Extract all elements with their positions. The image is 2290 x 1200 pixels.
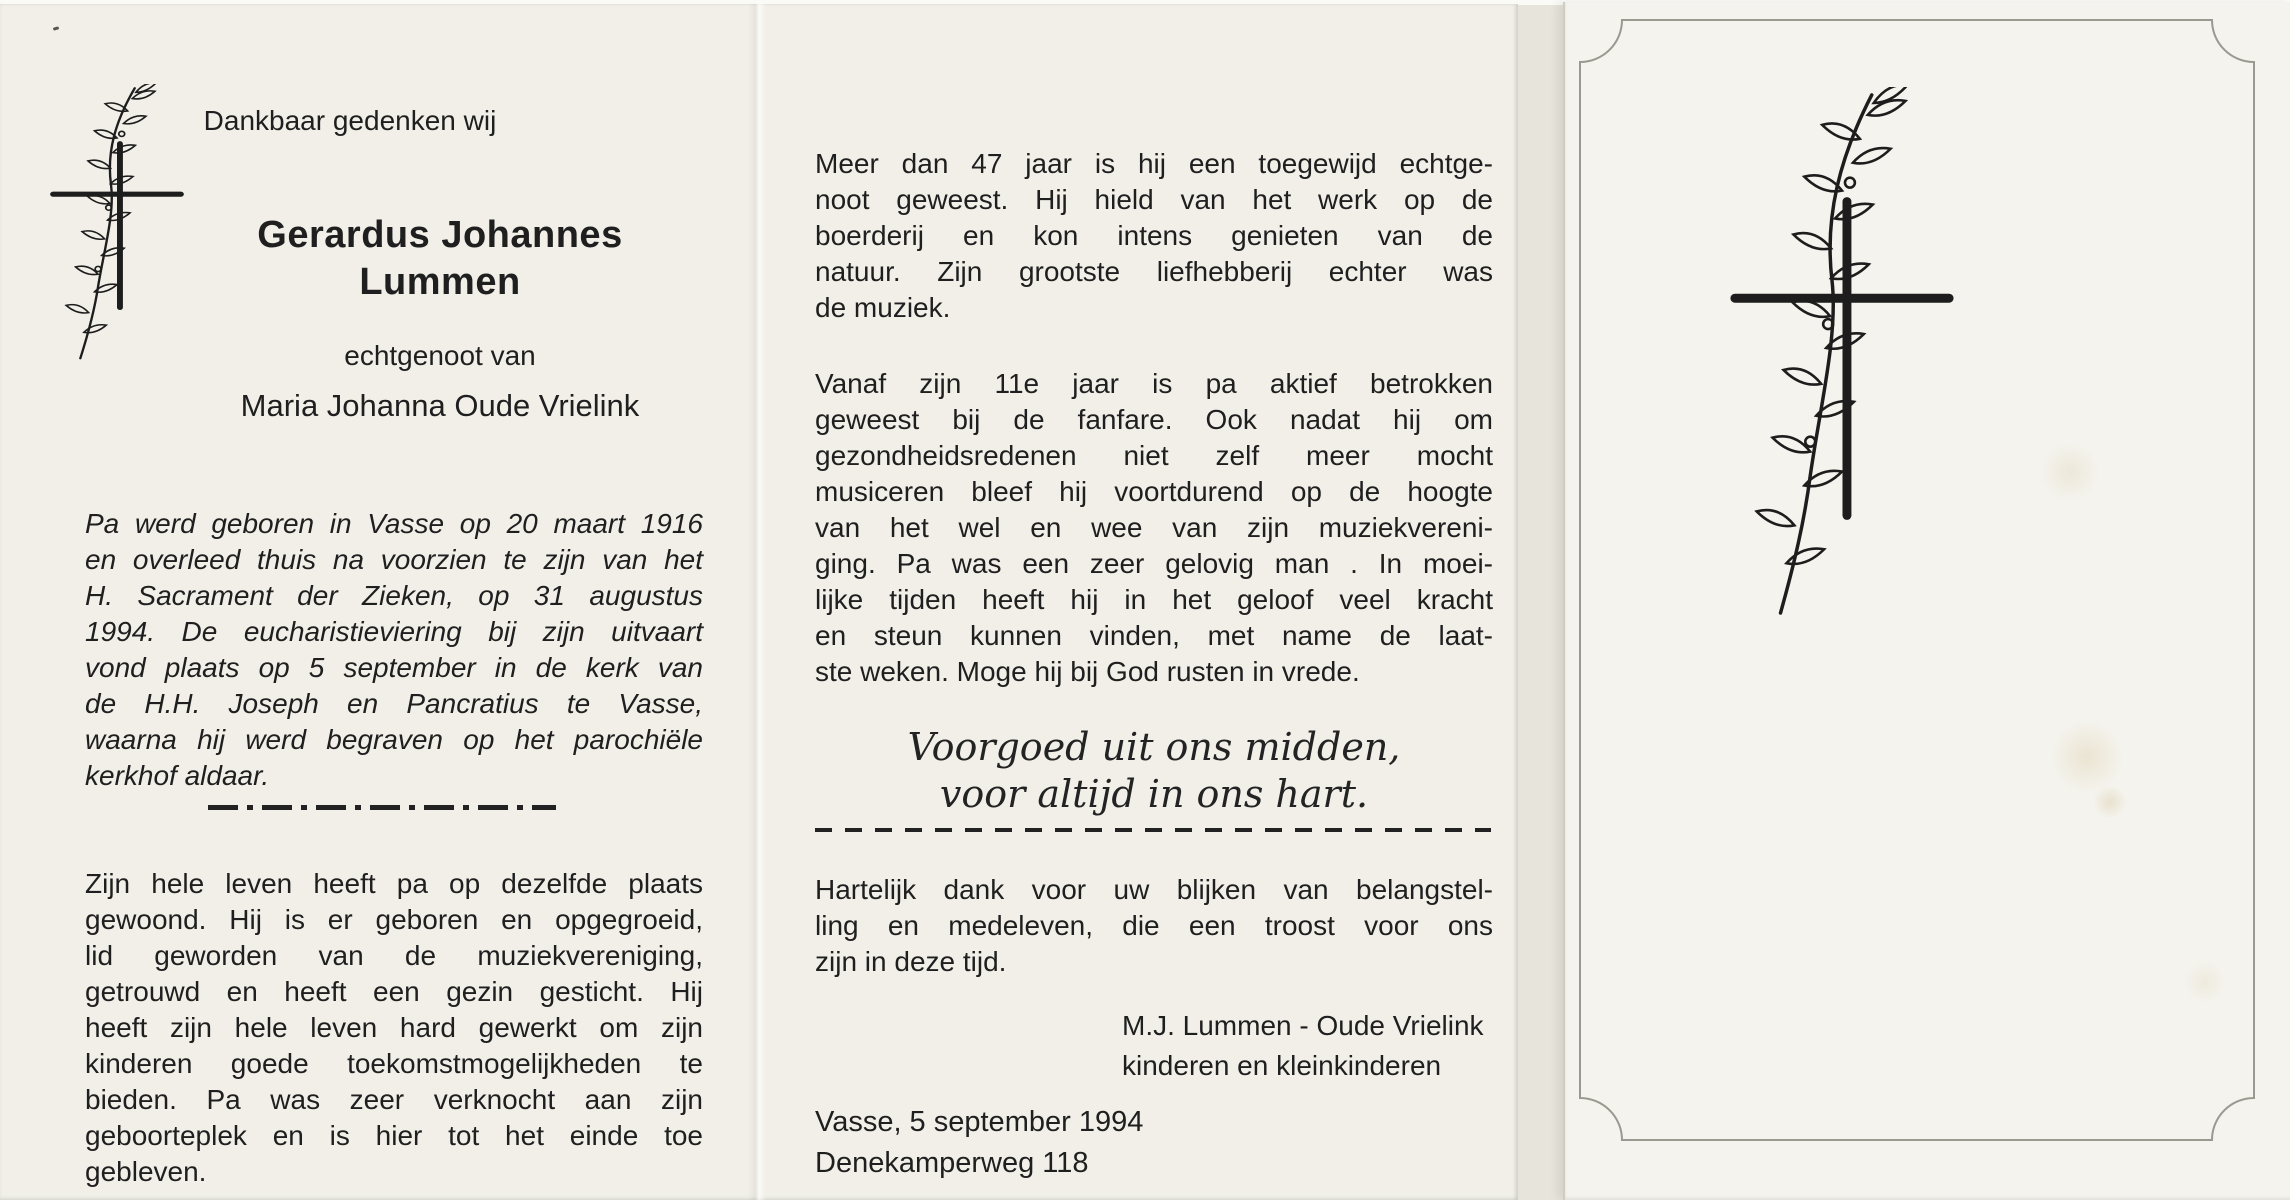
paragraph-line: van het wel en wee van zijn muziekvereni- — [815, 512, 1493, 543]
signature-block — [1122, 1006, 1502, 1086]
dashdot-divider — [208, 805, 556, 810]
paragraph-line: ste weken. Moge hij bij God rusten in vrede. — [815, 656, 1360, 687]
paragraph-line: Zijn hele leven heeft pa op dezelfde plaats — [85, 868, 703, 899]
life-paragraph — [85, 866, 703, 1190]
paragraph-line: Hartelijk dank voor uw blijken van belangstel- — [815, 874, 1493, 905]
signature-name: M.J. Lummen - Oude Vrielink — [1122, 1010, 1484, 1041]
dashed-divider — [815, 828, 1491, 832]
middle-paragraph-2 — [815, 366, 1493, 690]
paragraph-line: Meer dan 47 jaar is hij een toegewijd echtge- — [815, 148, 1493, 179]
paragraph-line: geweest bij de fanfare. Ook nadat hij om — [815, 404, 1493, 435]
memorial-quote-line2: voor altijd in ons hart. — [939, 772, 1369, 816]
paragraph-line: boerderij en kon intens genieten van de — [815, 220, 1493, 251]
cross-laurel-icon — [1723, 87, 1961, 620]
memorial-quote-line1: Voorgoed uit ons midden, — [907, 725, 1401, 769]
paragraph-line: de muziek. — [815, 292, 951, 323]
paragraph-line: geboorteplek en is hier tot het einde toe — [85, 1120, 703, 1151]
paragraph-line: bieden. Pa was zeer verknocht aan zijn — [85, 1084, 703, 1115]
paragraph-line: noot geweest. Hij hield van het werk op de — [815, 184, 1493, 215]
paragraph-line: getrouwd en heeft een gezin gesticht. Hij — [85, 976, 703, 1007]
intro-line: Dankbaar gedenken wij — [203, 105, 497, 136]
deceased-name-line2: Lummen — [359, 261, 521, 303]
paragraph-line: gebleven. — [85, 1156, 207, 1187]
biography-paragraph — [85, 506, 703, 794]
paragraph-line: gezondheidsredenen niet zelf meer mocht — [815, 440, 1493, 471]
place-date: Vasse, 5 september 1994 — [815, 1106, 1144, 1138]
paragraph-line: en steun kunnen vinden, met name de laat- — [815, 620, 1493, 651]
cover-card — [1563, 2, 2290, 1200]
paragraph-line: zijn in deze tijd. — [815, 946, 1007, 977]
relation-line: echtgenoot van — [344, 340, 536, 371]
signature-family: kinderen en kleinkinderen — [1122, 1050, 1442, 1081]
paragraph-line: kinderen goede toekomstmogelijkheden te — [85, 1048, 703, 1079]
paragraph-line: 1994. De eucharistieviering bij zijn uitvaart — [85, 616, 703, 647]
paragraph-line: vond plaats op 5 september in de kerk van — [85, 652, 703, 683]
paragraph-line: lid geworden van de muziekvereniging, — [85, 940, 703, 971]
paragraph-line: lijke tijden heeft hij in het geloof veel kracht — [815, 584, 1493, 615]
paragraph-line: natuur. Zijn grootste liefhebberij echter was — [815, 256, 1493, 287]
text-sheet — [0, 4, 1518, 1200]
paragraph-line: kerkhof aldaar. — [85, 760, 270, 791]
paragraph-line: ging. Pa was een zeer gelovig man . In moei- — [815, 548, 1493, 579]
memorial-quote — [815, 724, 1493, 818]
paragraph-line: Pa werd geboren in Vasse op 20 maart 1916 — [85, 508, 703, 539]
paragraph-line: gewoond. Hij is er geboren en opgegroeid, — [85, 904, 703, 935]
paragraph-line: en overleed thuis na voorzien te zijn van het — [85, 544, 703, 575]
address: Denekamperweg 118 — [815, 1147, 1089, 1179]
paragraph-line: waarna hij werd begraven op het parochiële — [85, 724, 703, 755]
paragraph-line: H. Sacrament der Zieken, op 31 augustus — [85, 580, 703, 611]
middle-paragraph-1 — [815, 146, 1493, 326]
spouse-name: Maria Johanna Oude Vrielink — [240, 388, 640, 423]
thanks-paragraph — [815, 872, 1493, 980]
paragraph-line: ling en medeleven, die een troost voor ons — [815, 910, 1493, 941]
fold-crease — [748, 4, 766, 1200]
paper-speck — [53, 26, 60, 30]
deceased-name — [130, 212, 750, 306]
deceased-name-line1: Gerardus Johannes — [257, 214, 623, 256]
paragraph-line: Vanaf zijn 11e jaar is pa aktief betrokken — [815, 368, 1493, 399]
place-date-block — [815, 1102, 1315, 1184]
paragraph-line: musiceren bleef hij voortdurend op de hoogte — [815, 476, 1493, 507]
paragraph-line: heeft zijn hele leven hard gewerkt om zijn — [85, 1012, 703, 1043]
paragraph-line: de H.H. Joseph en Pancratius te Vasse, — [85, 688, 703, 719]
